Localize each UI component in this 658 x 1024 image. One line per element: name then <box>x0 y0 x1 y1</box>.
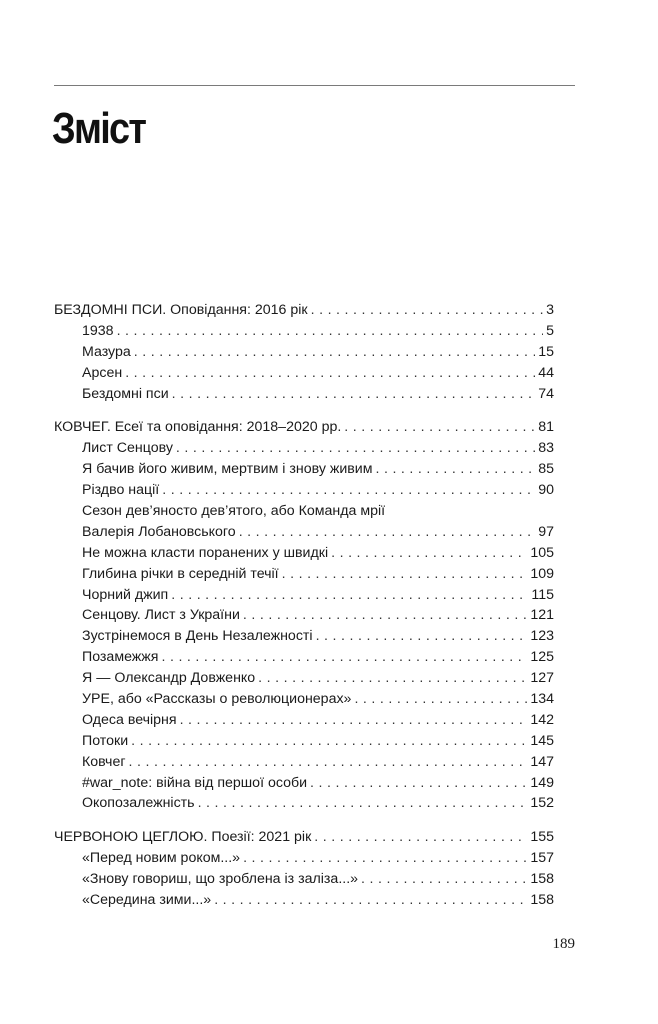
toc-entry <box>54 501 554 522</box>
dot-leader <box>129 752 528 773</box>
top-rule <box>54 85 575 86</box>
dot-leader <box>258 668 527 689</box>
toc-page-number: 15 <box>538 343 554 360</box>
toc-entry-label: Позамежжя <box>82 649 159 666</box>
toc-entry-label: БЕЗДОМНІ ПСИ. Оповідання: 2016 рік <box>54 302 308 318</box>
dot-leader <box>117 321 544 342</box>
dot-leader <box>243 848 527 869</box>
toc-entry-label: Окопозалежність <box>82 795 195 812</box>
toc-entry-label: Сезон дев’яносто дев’ятого, або Команда мрії <box>82 503 386 520</box>
toc-page-number: 155 <box>530 829 554 846</box>
dot-leader <box>331 543 527 564</box>
dot-leader <box>282 564 528 585</box>
toc-page-number: 147 <box>530 753 554 770</box>
dot-leader <box>354 689 527 710</box>
toc-entry <box>54 363 554 384</box>
toc-entry-label: Одеса вечірня <box>82 711 177 728</box>
toc-page-number: 121 <box>530 607 554 624</box>
toc-entry <box>54 543 554 564</box>
toc-entry <box>54 605 554 626</box>
toc-entry <box>54 773 554 794</box>
toc-entry <box>54 384 554 405</box>
page-number: 189 <box>552 936 575 952</box>
toc-entry <box>54 793 554 814</box>
dot-leader <box>311 300 544 321</box>
toc-page-number: 3 <box>546 302 554 318</box>
toc-entry <box>54 710 554 731</box>
toc-entry <box>54 459 554 480</box>
toc-page-number: 157 <box>530 850 554 867</box>
toc-page-number: 97 <box>538 523 554 540</box>
toc-entry-label: Не можна класти поранених у швидкі <box>82 544 329 561</box>
toc-page-number: 123 <box>530 628 554 645</box>
dot-leader <box>375 459 535 480</box>
toc-entry-label: «Середина зими...» <box>82 892 212 909</box>
toc-entry <box>54 689 554 710</box>
toc-section <box>54 300 554 404</box>
toc-page-number: 149 <box>530 774 554 791</box>
toc-entry <box>54 752 554 773</box>
dot-leader <box>172 384 536 405</box>
toc-section <box>54 417 554 814</box>
toc-entry <box>54 848 554 869</box>
toc-entry <box>54 438 554 459</box>
toc-page-number: 90 <box>538 482 554 499</box>
toc-page-number: 83 <box>538 440 554 457</box>
toc-section <box>54 827 554 911</box>
toc-entry-label: #war_note: війна від першої особи <box>82 774 308 791</box>
toc-entry <box>54 585 554 606</box>
dot-leader <box>239 522 536 543</box>
toc-entry <box>54 626 554 647</box>
toc-section-title <box>54 417 554 438</box>
dot-leader <box>361 869 527 890</box>
dot-leader <box>134 342 535 363</box>
toc-section-title <box>54 827 554 848</box>
toc-entry <box>54 480 554 501</box>
dot-leader <box>314 827 527 848</box>
toc-page-number: 127 <box>530 670 554 687</box>
toc-entry-label: 1938 <box>82 322 114 339</box>
toc-entry-label: Я — Олександр Довженко <box>82 670 256 687</box>
toc-page-number: 74 <box>538 385 554 402</box>
toc-entry <box>54 522 554 543</box>
dot-leader <box>344 417 535 438</box>
toc-page-number: 44 <box>538 364 554 381</box>
toc-page-number: 125 <box>530 649 554 666</box>
toc-entry <box>54 647 554 668</box>
toc-page-number: 105 <box>530 544 554 561</box>
toc-page-number: 81 <box>538 419 554 436</box>
dot-leader <box>198 793 528 814</box>
toc-page-number: 142 <box>530 711 554 728</box>
dot-leader <box>310 773 527 794</box>
dot-leader <box>243 605 527 626</box>
toc-page-number: 134 <box>530 691 554 708</box>
toc-entry <box>54 342 554 363</box>
toc-entry-label: Ковчег <box>82 753 126 770</box>
toc-entry-label: Мазура <box>82 343 131 360</box>
toc-entry-label: УРЕ, або «Рассказы о революционерах» <box>82 691 352 708</box>
dot-leader <box>162 480 535 501</box>
toc-page-number: 85 <box>538 461 554 478</box>
dot-leader <box>161 647 527 668</box>
toc-entry <box>54 668 554 689</box>
toc-entry <box>54 731 554 752</box>
toc-page-number: 158 <box>530 871 554 888</box>
dot-leader <box>131 731 527 752</box>
toc-entry-label: Сенцову. Лист з України <box>82 607 240 624</box>
toc-entry-label: Потоки <box>82 732 129 749</box>
toc-page-number: 5 <box>546 322 554 339</box>
toc-entry-label: Зустрінемося в День Незалежності <box>82 628 313 645</box>
toc-page-number: 158 <box>530 892 554 909</box>
dot-leader <box>316 626 528 647</box>
page-title: Зміст <box>52 104 146 153</box>
toc-entry-label: Глибина річки в середній течії <box>82 565 279 582</box>
toc-entry-label: Бездомні пси <box>82 385 169 402</box>
dot-leader <box>214 890 527 911</box>
toc-page-number: 109 <box>530 565 554 582</box>
toc-page-number: 152 <box>530 795 554 812</box>
toc-entry-label: «Знову говориш, що зроблена із заліза...» <box>82 871 359 888</box>
toc-entry <box>54 890 554 911</box>
toc-entry-label: Лист Сенцову <box>82 440 173 457</box>
dot-leader <box>176 438 535 459</box>
dot-leader <box>171 585 528 606</box>
toc-entry-label: «Перед новим роком...» <box>82 850 241 867</box>
toc-entry <box>54 321 554 342</box>
toc-page-number: 115 <box>531 586 554 603</box>
toc-entry-label: Чорний джип <box>82 586 169 603</box>
toc-entry <box>54 564 554 585</box>
toc-entry-label: Валерія Лобановського <box>82 523 236 540</box>
toc-entry <box>54 869 554 890</box>
table-of-contents <box>54 300 554 924</box>
toc-entry-label: Арсен <box>82 364 123 381</box>
toc-entry-label: КОВЧЕГ. Есеї та оповідання: 2018–2020 рр. <box>54 419 342 436</box>
dot-leader <box>180 710 528 731</box>
toc-page-number: 145 <box>530 732 554 749</box>
toc-entry-label: Різдво нації <box>82 482 160 499</box>
toc-section-title <box>54 300 554 321</box>
dot-leader <box>125 363 535 384</box>
toc-entry-label: ЧЕРВОНОЮ ЦЕГЛОЮ. Поезії: 2021 рік <box>54 829 312 846</box>
toc-entry-label: Я бачив його живим, мертвим і знову живим <box>82 461 373 478</box>
